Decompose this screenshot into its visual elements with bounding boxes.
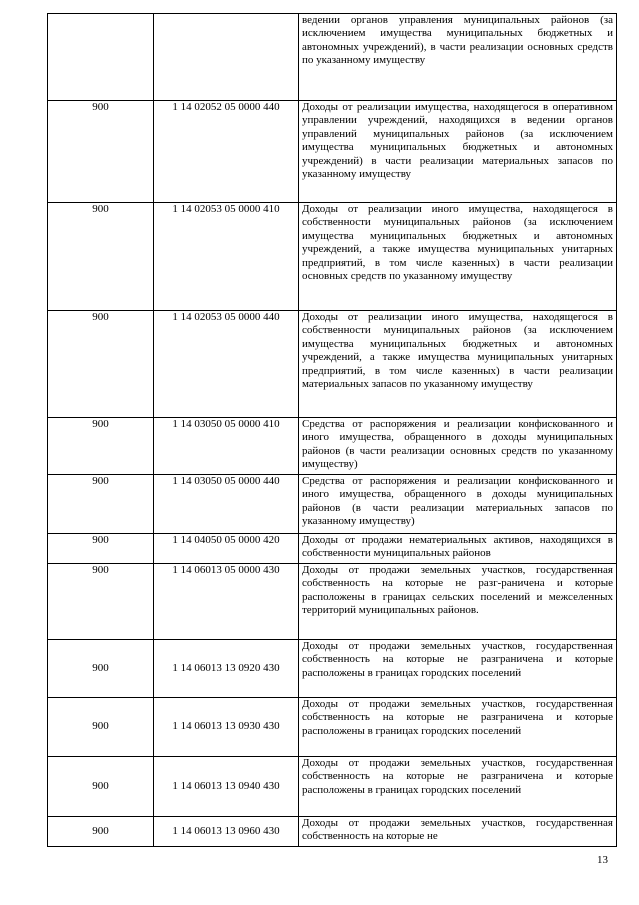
table-row bbox=[48, 418, 617, 475]
table-row bbox=[48, 475, 617, 534]
budget-code-cell bbox=[154, 14, 299, 101]
admin-code-cell: 900 bbox=[48, 757, 154, 817]
description-cell: ведении органов управления муниципальных районов (за исключением имущества муниципальных бюджетных и автономных учреждений), в части реализации основных средств по указанному имуществу bbox=[299, 14, 617, 101]
admin-code-cell: 900 bbox=[48, 101, 154, 203]
table-row bbox=[48, 564, 617, 640]
table-row bbox=[48, 817, 617, 847]
table-row bbox=[48, 757, 617, 817]
admin-code-cell bbox=[48, 14, 154, 101]
budget-code-cell: 1 14 03050 05 0000 410 bbox=[154, 418, 299, 475]
admin-code-cell: 900 bbox=[48, 817, 154, 847]
admin-code-cell: 900 bbox=[48, 564, 154, 640]
budget-code-cell: 1 14 02053 05 0000 410 bbox=[154, 203, 299, 311]
budget-code-cell: 1 14 03050 05 0000 440 bbox=[154, 475, 299, 534]
budget-code-cell: 1 14 06013 05 0000 430 bbox=[154, 564, 299, 640]
description-cell: Доходы от продажи земельных участков, государственная собственность на которые не разграничена и которые расположены в границах городских поселений bbox=[299, 757, 617, 817]
budget-code-cell: 1 14 04050 05 0000 420 bbox=[154, 534, 299, 564]
description-cell: Доходы от реализации имущества, находящегося в оперативном управлении учреждений, находящихся в ведении органов управлений муниципальных районов (за исключением имущества муниципальных бюджетных и автономных учреждений) в части реализации материальных запасов по указанному имуществу bbox=[299, 101, 617, 203]
table-row bbox=[48, 203, 617, 311]
table-row bbox=[48, 101, 617, 203]
admin-code-cell: 900 bbox=[48, 475, 154, 534]
admin-code-cell: 900 bbox=[48, 698, 154, 757]
revenue-codes-table bbox=[47, 13, 617, 847]
description-cell: Доходы от продажи земельных участков, государственная собственность на которые не разг-раничена и которые расположены в границах сельских поселений и межселенных территорий муниципальных районов. bbox=[299, 564, 617, 640]
table-row bbox=[48, 640, 617, 698]
page-number: 13 bbox=[597, 854, 608, 866]
description-cell: Доходы от реализации иного имущества, находящегося в собственности муниципальных районов (за исключением имущества муниципальных бюджетных и автономных учреждений, а также имущества муниципальных унитарных предприятий, в том числе казенных) в части реализации основных средств по указанному имуществу bbox=[299, 203, 617, 311]
budget-code-cell: 1 14 06013 13 0960 430 bbox=[154, 817, 299, 847]
budget-code-cell: 1 14 06013 13 0920 430 bbox=[154, 640, 299, 698]
description-cell: Средства от распоряжения и реализации конфискованного и иного имущества, обращенного в доходы муниципальных районов (в части реализации основных средств по указанному имуществу) bbox=[299, 418, 617, 475]
admin-code-cell: 900 bbox=[48, 534, 154, 564]
budget-code-cell: 1 14 02053 05 0000 440 bbox=[154, 311, 299, 418]
budget-code-cell: 1 14 02052 05 0000 440 bbox=[154, 101, 299, 203]
description-cell: Доходы от реализации иного имущества, находящегося в собственности муниципальных районов (за исключением имущества муниципальных бюджетных и автономных учреждений, а также имущества муниципальных унитарных предприятий, в том числе казенных) в части реализации материальных запасов по указанному имуществу bbox=[299, 311, 617, 418]
table-row bbox=[48, 311, 617, 418]
budget-code-cell: 1 14 06013 13 0940 430 bbox=[154, 757, 299, 817]
table-row bbox=[48, 14, 617, 101]
description-cell: Доходы от продажи земельных участков, государственная собственность на которые не разграничена и которые расположены в границах городских поселений bbox=[299, 640, 617, 698]
admin-code-cell: 900 bbox=[48, 640, 154, 698]
table-row bbox=[48, 534, 617, 564]
description-cell: Доходы от продажи земельных участков, государственная собственность на которые не bbox=[299, 817, 617, 847]
table-row bbox=[48, 698, 617, 757]
description-cell: Средства от распоряжения и реализации конфискованного и иного имущества, обращенного в доходы муниципальных районов (в части реализации материальных запасов по указанному имуществу) bbox=[299, 475, 617, 534]
admin-code-cell: 900 bbox=[48, 311, 154, 418]
budget-code-cell: 1 14 06013 13 0930 430 bbox=[154, 698, 299, 757]
admin-code-cell: 900 bbox=[48, 203, 154, 311]
description-cell: Доходы от продажи земельных участков, государственная собственность на которые не разграничена и которые расположены в границах городских поселений bbox=[299, 698, 617, 757]
description-cell: Доходы от продажи нематериальных активов, находящихся в собственности муниципальных районов bbox=[299, 534, 617, 564]
admin-code-cell: 900 bbox=[48, 418, 154, 475]
